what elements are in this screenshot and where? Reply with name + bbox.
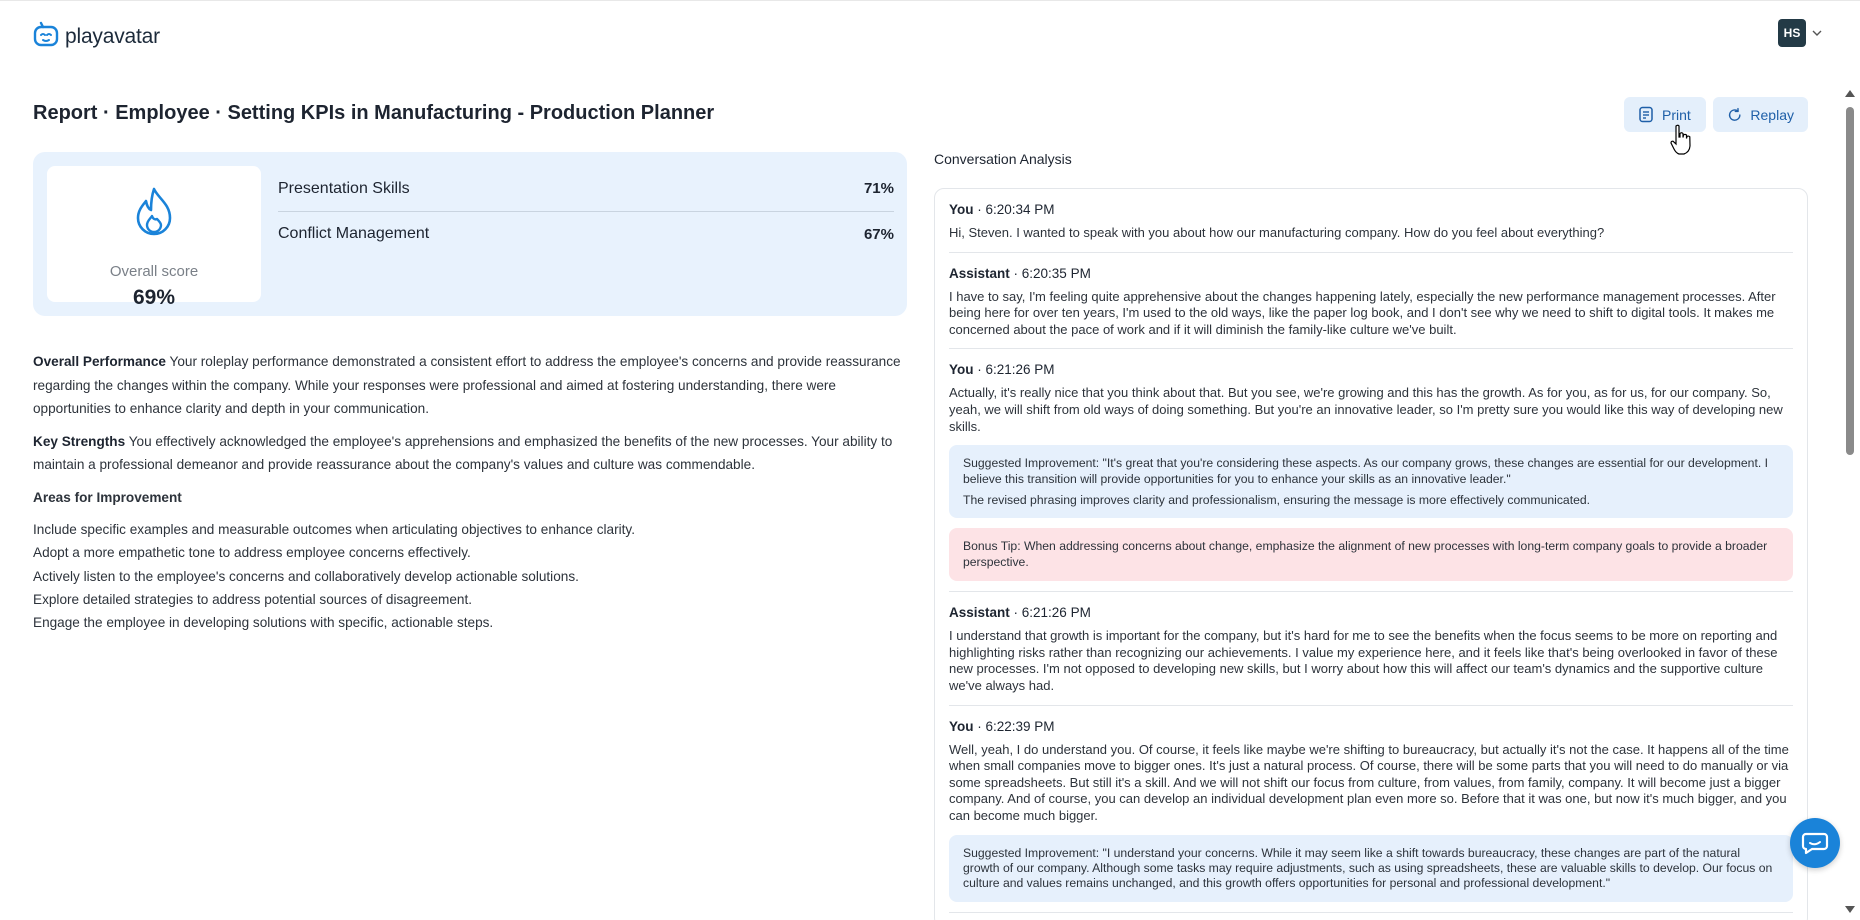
areas-list	[33, 518, 913, 634]
skill-name: Conflict Management	[278, 225, 430, 242]
chevron-down-icon	[1812, 28, 1822, 38]
top-bar	[0, 0, 1860, 66]
list-item: Adopt a more empathetic tone to address employee concerns effectively.	[33, 545, 471, 561]
replay-icon	[1727, 106, 1742, 124]
message	[949, 349, 1793, 592]
overall-performance-title: Overall Performance	[33, 354, 166, 369]
list-item: Engage the employee in developing solutions with specific, actionable steps.	[33, 615, 494, 631]
message-speaker: You	[949, 362, 974, 378]
user-menu[interactable]	[1778, 19, 1822, 47]
message-header	[949, 362, 1793, 377]
message-speaker: Assistant	[949, 265, 1010, 281]
list-item: Explore detailed strategies to address potential sources of disagreement.	[33, 591, 473, 607]
overall-performance-text: Your roleplay performance demonstrated a consistent effort to address the employee's concerns and provide reassurance regarding the changes within the company. While your responses were professional and aimed at fostering understanding, there were opportunities to enhance clarity and depth in your communication.	[33, 354, 901, 416]
suggested-improvement	[949, 835, 1793, 902]
skills-list	[278, 166, 894, 256]
conversation-title: Conversation Analysis	[934, 151, 1072, 167]
hand-cursor-icon	[1670, 124, 1692, 156]
feedback-section	[33, 350, 913, 634]
list-item: Include specific examples and measurable outcomes when articulating objectives to enhance clarity.	[33, 522, 635, 537]
message-text: I understand that growth is important for the company, but it's hard for me to see the benefits when the focus seems to be more on reporting and highlighting risks rather than recognizing our achievements. I value my experience here, and it feels like that's being overlooked in favor of these new processes. I'm not opposed to developing new skills, but I worry about how this will affect our team's dynamics and the supportive culture we've always had.	[949, 628, 1778, 693]
overall-performance	[33, 350, 913, 421]
message	[949, 706, 1793, 913]
suggested-improvement	[949, 445, 1793, 518]
overall-score-card	[47, 166, 261, 309]
message-speaker: You	[949, 202, 974, 217]
chat-button[interactable]	[1790, 818, 1840, 868]
message-header	[949, 202, 1793, 217]
print-button[interactable]	[1624, 97, 1706, 132]
overall-score-value: 69%	[132, 286, 176, 309]
list-item: Actively listen to the employee's concerns and collaboratively develop actionable solutions.	[33, 568, 579, 584]
key-strengths	[33, 430, 913, 477]
message-time: · 6:20:34 PM	[973, 202, 1055, 217]
skill-row	[278, 211, 894, 256]
avatar[interactable]: HS	[1778, 19, 1806, 47]
message	[949, 253, 1793, 350]
bonus-tip: Bonus Tip: When addressing concerns about change, emphasize the alignment of new processes with long-term company goals to provide a broader perspective.	[949, 528, 1793, 581]
print-label: Print	[1662, 106, 1691, 123]
chat-icon	[1801, 831, 1829, 855]
message-time: · 6:21:26 PM	[1009, 605, 1091, 621]
message-speaker: You	[949, 718, 974, 734]
page-title: Report · Employee · Setting KPIs in Manufacturing - Production Planner	[33, 102, 715, 124]
brand-name: playavatar	[65, 24, 160, 48]
brand-logo[interactable]	[33, 21, 160, 52]
skill-score: 71%	[863, 180, 894, 197]
key-strengths-title: Key Strengths	[33, 433, 126, 449]
key-strengths-text: You effectively acknowledged the employee's apprehensions and emphasized the benefits of the new processes. Your ability to maintain a professional demeanor and provide reassurance about the company's values and culture was commendable.	[33, 433, 893, 472]
scroll-up-arrow[interactable]	[1845, 90, 1855, 97]
message-text: Actually, it's really nice that you think about that. But you see, we're growing and this has the growth. As for you, as for us, for our company. So, yeah, we will shift from old ways of doing something. But you're an innovative leader, so I'm pretty sure you would like this way of developing new skills.	[949, 385, 1783, 434]
message-time: · 6:20:35 PM	[1009, 265, 1091, 281]
skill-row	[278, 166, 894, 211]
score-panel	[33, 152, 907, 316]
flame-icon	[132, 186, 176, 238]
message-header	[949, 266, 1793, 281]
scrollbar-thumb[interactable]	[1846, 107, 1854, 455]
message-speaker: Assistant	[949, 605, 1010, 621]
message	[949, 592, 1793, 705]
message-text: Well, yeah, I do understand you. Of course, it feels like maybe we're shifting to bureaucracy, but actually it's not the case. It happens all of the time when small companies move to bigger ones. It's just a natural process. Of course, there will be some parts that you will need to do manually or via some spreadsheets. But still it's a skill. And we will not shift our focus from culture, from values, from family, company. It will become just a bigger company. And of course, you can develop an individual development plan even more so. Before that it was one, but now it's much bigger, and you can become much bigger.	[949, 741, 1789, 823]
overall-score-label: Overall score	[109, 263, 199, 280]
improvement-text: Suggested Improvement: "I understand your concerns. While it may seem like a shift towards bureaucracy, these changes are part of the natural growth of our company. Although some tasks may require adjustments, such as using spreadsheets, these are valuable skills to develop. Our focus on culture and values remains unchanged, and this growth offers opportunities for personal and professional development."	[963, 845, 1773, 891]
replay-button[interactable]	[1713, 97, 1808, 132]
skill-score: 67%	[863, 225, 894, 243]
message-text: I have to say, I'm feeling quite apprehensive about the changes happening lately, especially the new performance management processes. After being here for over ten years, I'm used to the old ways, like the paper log book, and I don't see why we need to shift to digital tools. It makes me concerned about the pace of work and if it will diminish the family-like culture we've built.	[949, 288, 1776, 337]
conversation-panel[interactable]	[934, 188, 1808, 920]
message-time: · 6:22:39 PM	[973, 718, 1055, 734]
message-text: Hi, Steven. I wanted to speak with you about how our manufacturing company. How do you feel about everything?	[949, 225, 1605, 240]
message-header	[949, 719, 1793, 734]
document-icon	[1638, 106, 1654, 123]
improvement-note: The revised phrasing improves clarity and professionalism, ensuring the message is more effectively communicated.	[963, 492, 1591, 507]
replay-label: Replay	[1750, 106, 1794, 123]
scroll-down-arrow[interactable]	[1845, 906, 1855, 913]
message	[949, 189, 1793, 253]
skill-name: Presentation Skills	[278, 179, 410, 197]
improvement-text: Suggested Improvement: "It's great that you're considering these aspects. As our company grows, these changes are essential for our development. I believe this transition will provide opportunities for you to enhance your skills as an innovative leader."	[963, 456, 1768, 486]
areas-title: Areas for Improvement	[33, 489, 182, 505]
robot-icon	[33, 21, 59, 52]
message-time: · 6:21:26 PM	[973, 362, 1055, 378]
message-header	[949, 605, 1793, 620]
